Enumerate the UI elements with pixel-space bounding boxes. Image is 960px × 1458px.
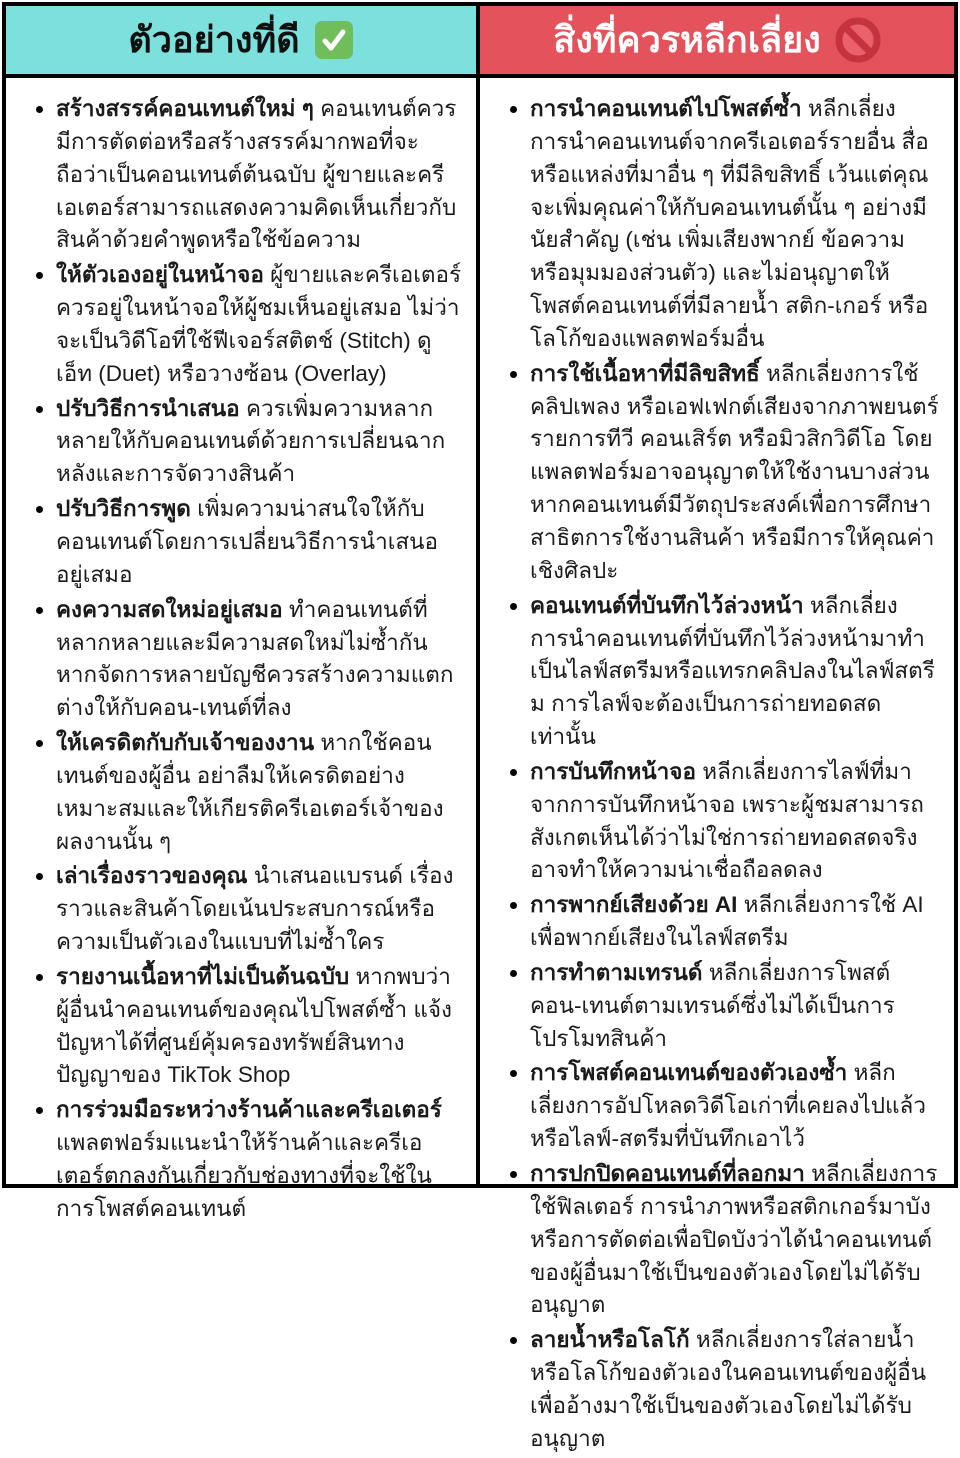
guideline-item xyxy=(530,1324,940,1455)
guideline-item xyxy=(56,393,462,492)
guideline-text: หลีกเลี่ยงการใช้คลิปเพลง หรือเอฟเฟกต์เสียงจากภาพยนตร์ รายการทีวี คอนเสิร์ต หรือมิวสิกวิดีโอ โดยแพลตฟอร์มอาจอนุญาตให้ใช้งานบางส่วนหากคอนเทนต์มีวัตถุประสงค์เพื่อการศึกษา สาธิตการใช้งานสินค้า หรือมีการให้คุณค่าเชิงศิลปะ xyxy=(530,360,939,583)
guideline-item xyxy=(56,961,462,1092)
guideline-title: สร้างสรรค์คอนเทนต์ใหม่ ๆ xyxy=(56,96,314,121)
no-entry-icon xyxy=(835,17,881,63)
guideline-title: ปรับวิธีการนำเสนอ xyxy=(56,395,240,421)
guideline-title: การนำคอนเทนต์ไปโพสต์ซ้ำ xyxy=(530,96,802,121)
guideline-title: รายงานเนื้อหาที่ไม่เป็นต้นฉบับ xyxy=(56,963,350,989)
guideline-text: ทำคอนเทนต์ที่หลากหลายและมีความสดใหม่ไม่ซ้ำกัน หากจัดการหลายบัญชีควรสร้างความแตกต่างให้กับคอน-เทนต์ที่ลง xyxy=(56,596,454,721)
guideline-item xyxy=(530,358,940,588)
guideline-item xyxy=(530,889,940,955)
guideline-text: หลีกเลี่ยงการใส่ลายน้ำหรือโลโก้ของตัวเองในคอนเทนต์ของผู้อื่น เพื่ออ้างมาใช้เป็นของตัวเองโดยไม่ได้รับอนุญาต xyxy=(530,1327,927,1451)
guideline-item xyxy=(56,594,462,725)
guideline-item xyxy=(530,756,940,887)
guideline-text: หากใช้คอนเทนต์ของผู้อื่น อย่าลืมให้เครดิตอย่างเหมาะสมและให้เกียรติครีเอเตอร์เจ้าของผลงานนั้น ๆ xyxy=(56,730,444,854)
guideline-title: ลายน้ำหรือโลโก้ xyxy=(530,1327,690,1353)
guideline-text: หลีกเลี่ยงการนำคอนเทนต์ที่บันทึกไว้ล่วงหน้ามาทำเป็นไลฟ์สตรีมหรือแทรกคลิปลงในไลฟ์สตรีม การไลฟ์จะต้องเป็นการถ่ายทอดสดเท่านั้น xyxy=(530,592,935,750)
guideline-title: เล่าเรื่องราวของคุณ xyxy=(56,863,248,889)
guideline-title: การปกปิดคอนเทนต์ที่ลอกมา xyxy=(530,1161,805,1186)
good-column xyxy=(6,6,480,1221)
guideline-text: แพลตฟอร์มแนะนำให้ร้านค้าและครีเอเตอร์ตกลงกันเกี่ยวกับช่องทางที่จะใช้ในการโพสต์คอนเทนต์ xyxy=(56,1130,432,1221)
guideline-item xyxy=(530,957,940,1056)
good-header-label: ตัวอย่างที่ดี xyxy=(128,19,300,60)
guideline-text: หลีกเลี่ยงการอัปโหลดวิดีโอเก่าที่เคยลงไปแล้วหรือไลฟ์-สตรีมที่บันทึกเอาไว้ xyxy=(530,1060,926,1152)
good-list xyxy=(6,78,476,1228)
avoid-header-label: สิ่งที่ควรหลีกเลี่ยง xyxy=(553,19,821,60)
guideline-item xyxy=(56,860,462,959)
guideline-item xyxy=(56,493,462,592)
avoid-column-header xyxy=(480,6,954,78)
guideline-item xyxy=(56,93,462,257)
guideline-title: การร่วมมือระหว่างร้านค้าและครีเอเตอร์ xyxy=(56,1097,442,1123)
guideline-title: คอนเทนต์ที่บันทึกไว้ล่วงหน้า xyxy=(530,592,804,618)
guideline-title: การใช้เนื้อหาที่มีลิขสิทธิ์ xyxy=(530,360,760,386)
good-column-header xyxy=(6,6,476,78)
guideline-text: ควรเพิ่มความหลากหลายให้กับคอนเทนต์ด้วยการเปลี่ยนฉากหลังและการจัดวางสินค้า xyxy=(56,395,446,487)
guideline-title: การบันทึกหน้าจอ xyxy=(530,758,697,784)
guideline-item xyxy=(530,1158,940,1322)
guideline-item xyxy=(530,590,940,754)
guideline-text: หลีกเลี่ยงการใช้ฟิลเตอร์ การนำภาพหรือสติกเกอร์มาบัง หรือการตัดต่อเพื่อปิดบังว่าได้นำคอนเทนต์ของผู้อื่นมาใช้เป็นของตัวเองโดยไม่ได้รับอนุญาต xyxy=(530,1161,938,1318)
guideline-text: นำเสนอแบรนด์ เรื่องราวและสินค้าโดยเน้นประสบการณ์หรือความเป็นตัวเองในแบบที่ไม่ซ้ำใคร xyxy=(56,863,454,955)
guideline-title: ให้ตัวเองอยู่ในหน้าจอ xyxy=(56,262,264,288)
guideline-title: ให้เครดิตกับกับเจ้าของงาน xyxy=(56,730,315,756)
guideline-title: ปรับวิธีการพูด xyxy=(56,496,191,522)
guideline-title: การทำตามเทรนด์ xyxy=(530,959,703,985)
guideline-text: หลีกเลี่ยงการไลฟ์ที่มาจากการบันทึกหน้าจอ เพราะผู้ชมสามารถสังเกตเห็นได้ว่าไม่ใช่การถ่ายทอดสดจริง อาจทำให้ความน่าเชื่อถือลดลง xyxy=(530,758,924,883)
guideline-text: หลีกเลี่ยงการใช้ AI เพื่อพากย์เสียงในไลฟ์สตรีม xyxy=(530,892,924,951)
guideline-item xyxy=(56,727,462,858)
guideline-text: หลีกเลี่ยงการนำคอนเทนต์จากครีเอเตอร์รายอื่น สื่อ หรือแหล่งที่มาอื่น ๆ ที่มีลิขสิทธิ์ เว้นแต่คุณจะเพิ่มคุณค่าให้กับคอนเทนต์นั้น ๆ อย่างมีนัยสำคัญ (เช่น เพิ่มเสียงพากย์ ข้อความ หรือมุมมองส่วนตัว) และไม่อนุญาตให้โพสต์คอนเทนต์ที่มีลายน้ำ สติก-เกอร์ หรือโลโก้ของแพลตฟอร์มอื่น xyxy=(530,96,929,351)
guideline-item xyxy=(56,1094,462,1225)
guideline-title: คงความสดใหม่อยู่เสมอ xyxy=(56,596,283,622)
avoid-list xyxy=(480,78,954,1458)
guideline-title: การพากย์เสียงด้วย AI xyxy=(530,892,738,918)
guideline-item xyxy=(56,259,462,390)
guideline-text: ผู้ขายและครีเอเตอร์ควรอยู่ในหน้าจอให้ผู้ชมเห็นอยู่เสมอ ไม่ว่าจะเป็นวิดีโอที่ใช้ฟีเจอร์สติตช์ (Stitch) ดูเอ็ท (Duet) หรือวางซ้อน (Overlay) xyxy=(56,262,462,386)
guideline-text: เพิ่มความน่าสนใจให้กับคอนเทนต์โดยการเปลี่ยนวิธีการนำเสนออยู่เสมอ xyxy=(56,496,439,587)
guideline-text: หากพบว่าผู้อื่นนำคอนเทนต์ของคุณไปโพสต์ซ้ำ แจ้งปัญหาได้ที่ศูนย์คุ้มครองทรัพย์สินทางปัญญาของ TikTok Shop xyxy=(56,963,453,1088)
guideline-title: การโพสต์คอนเทนต์ของตัวเองซ้ำ xyxy=(530,1060,848,1086)
check-icon xyxy=(314,20,354,60)
guideline-text: คอนเทนต์ควรมีการตัดต่อหรือสร้างสรรค์มากพอที่จะถือว่าเป็นคอนเทนต์ต้นฉบับ ผู้ขายและครีเอเตอร์สามารถแสดงความคิดเห็นเกี่ยวกับสินค้าด้วยคำพูดหรือใช้ข้อความ xyxy=(56,96,457,253)
avoid-column xyxy=(480,6,954,1451)
guideline-item xyxy=(530,93,940,356)
guideline-text: หลีกเลี่ยงการโพสต์คอน-เทนต์ตามเทรนด์ซึ่งไม่ได้เป็นการโปรโมทสินค้า xyxy=(530,959,895,1051)
comparison-table xyxy=(2,2,958,1451)
guideline-item xyxy=(530,1057,940,1156)
